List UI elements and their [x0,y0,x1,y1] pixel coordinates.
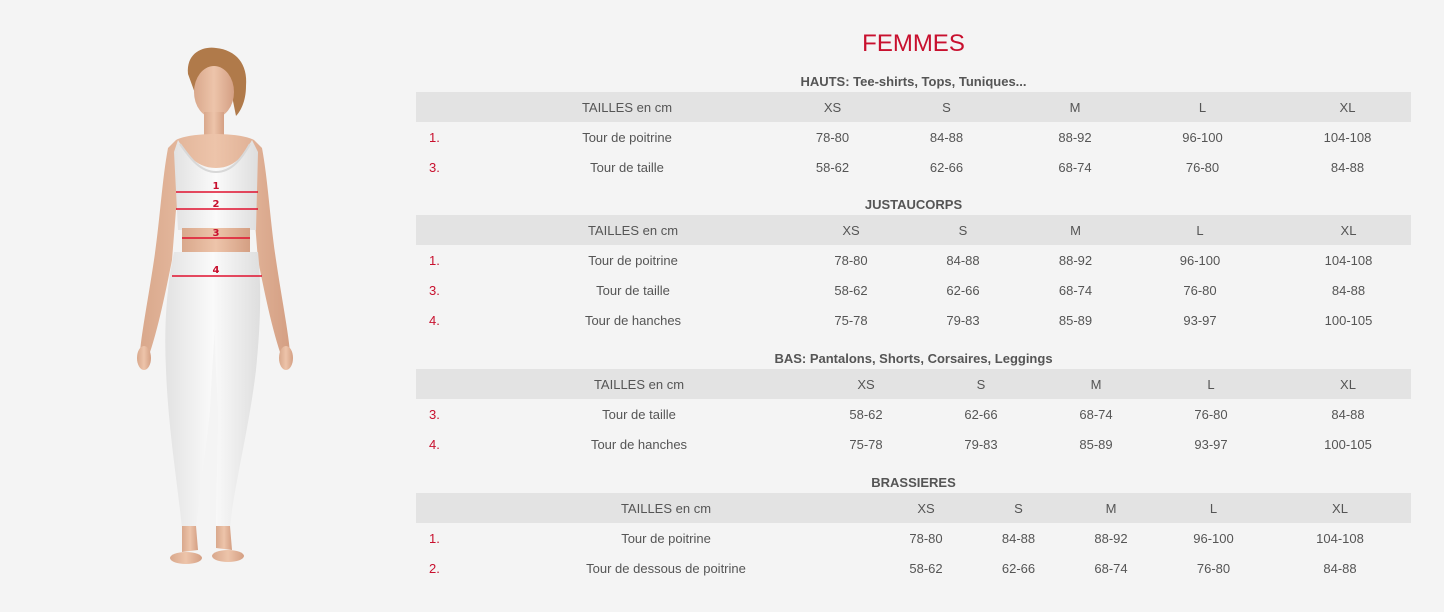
size-value: 58-62 [909,560,943,576]
header-size-m: M [1090,376,1102,392]
row-number: 4. [429,312,440,328]
table-header-row [416,493,1411,523]
row-number: 4. [429,436,440,452]
table-row [416,553,1411,583]
size-value: 78-80 [909,530,943,546]
header-spacer [416,493,453,523]
row-number: 2. [429,560,440,576]
size-value: 68-74 [1058,282,1093,298]
size-value: 84-88 [1001,530,1036,546]
size-value: 78-80 [815,129,850,145]
table-header-row [416,92,1411,122]
header-size-s: S [976,376,986,392]
size-value: 85-89 [1058,312,1093,328]
size-value: 79-83 [964,436,998,452]
table-header-row [416,369,1411,399]
size-value: 68-74 [1058,159,1092,175]
size-value: 62-66 [1001,560,1036,576]
size-value: 76-80 [1185,159,1220,175]
table-header-row [416,215,1411,245]
size-value: 62-66 [929,159,964,175]
size-value: 84-88 [1331,282,1366,298]
header-size-label: TAILLES en cm [593,376,685,392]
row-number: 1. [429,129,440,145]
row-number: 3. [429,282,440,298]
section-title: BRASSIERES [871,475,956,490]
table-row [416,429,1411,459]
size-value: 100-105 [1324,436,1372,452]
header-size-l: L [1207,376,1215,392]
size-value: 85-89 [1079,436,1113,452]
header-size-xs: XS [823,99,842,115]
size-value: 88-92 [1058,129,1092,145]
header-size-xs: XS [857,376,875,392]
header-size-l: L [1198,99,1207,115]
table-row [416,122,1411,152]
measure-mark-2: 2 [212,199,220,210]
size-value: 104-108 [1323,129,1372,145]
table-row [416,245,1411,275]
size-value: 88-92 [1058,252,1093,268]
size-value: 93-97 [1183,312,1217,328]
woman-figure-icon [100,40,340,580]
size-value: 76-80 [1196,560,1231,576]
size-value: 68-74 [1094,560,1128,576]
size-value: 76-80 [1194,406,1228,422]
header-size-s: S [942,99,951,115]
size-value: 84-88 [1330,159,1365,175]
size-value: 79-83 [946,312,980,328]
header-size-m: M [1070,222,1081,238]
size-value: 84-88 [1331,406,1365,422]
row-number: 1. [429,530,440,546]
size-section-hauts [416,72,1411,182]
size-value: 68-74 [1079,406,1113,422]
header-size-l: L [1209,500,1218,516]
row-label: Tour de taille [590,159,664,175]
row-label: Tour de hanches [584,312,682,328]
row-label: Tour de poitrine [582,129,672,145]
measure-mark-3: 3 [212,228,220,239]
size-value: 96-100 [1193,530,1234,546]
header-size-label: TAILLES en cm [581,99,673,115]
measure-mark-1: 1 [212,181,220,192]
size-value: 62-66 [964,406,998,422]
table-row [416,399,1411,429]
size-value: 88-92 [1094,530,1128,546]
header-size-s: S [958,222,968,238]
measure-mark-4: 4 [212,265,220,276]
page-title: FEMMES [862,30,965,57]
row-number: 3. [429,406,440,422]
row-label: Tour de dessous de poitrine [586,560,746,576]
size-value: 58-62 [815,159,850,175]
row-number: 3. [429,159,440,175]
table-row [416,152,1411,182]
header-size-xl: XL [1332,500,1348,516]
size-value: 58-62 [849,406,883,422]
header-size-m: M [1069,99,1081,115]
size-table [416,369,1411,459]
size-value: 84-88 [929,129,964,145]
header-size-label: TAILLES en cm [620,500,712,516]
section-title: BAS: Pantalons, Shorts, Corsaires, Leggings [774,351,1053,366]
size-value: 75-78 [849,436,883,452]
size-value: 75-78 [834,312,868,328]
size-value: 93-97 [1194,436,1228,452]
size-value: 62-66 [946,282,980,298]
table-row [416,523,1411,553]
size-value: 78-80 [834,252,868,268]
size-table [416,92,1411,182]
size-value: 84-88 [946,252,980,268]
size-value: 96-100 [1179,252,1221,268]
size-value: 104-108 [1316,530,1364,546]
row-label: Tour de poitrine [621,530,711,546]
size-value: 84-88 [1323,560,1357,576]
row-label: Tour de taille [596,282,670,298]
size-table [416,215,1411,335]
size-value: 58-62 [834,282,868,298]
row-label: Tour de hanches [590,436,688,452]
header-size-label: TAILLES en cm [587,222,679,238]
header-size-s: S [1014,500,1023,516]
size-table [416,493,1411,583]
header-spacer [416,92,453,122]
table-row [416,305,1411,335]
header-spacer [416,369,453,399]
header-size-xl: XL [1340,222,1357,238]
table-row [416,275,1411,305]
section-title: HAUTS: Tee-shirts, Tops, Tuniques... [800,74,1027,89]
header-size-xl: XL [1340,376,1356,392]
header-size-xs: XS [842,222,860,238]
header-size-l: L [1196,222,1204,238]
size-value: 100-105 [1324,312,1373,328]
size-section-bas [416,349,1411,459]
size-section-brassieres [416,473,1411,583]
model-figure [100,40,340,580]
size-section-justaucorps [416,195,1411,335]
header-size-xl: XL [1339,99,1356,115]
row-number: 1. [429,252,440,268]
row-label: Tour de poitrine [588,252,678,268]
size-value: 104-108 [1324,252,1373,268]
header-size-m: M [1105,500,1117,516]
header-size-xs: XS [917,500,935,516]
header-spacer [416,215,453,245]
size-value: 96-100 [1182,129,1223,145]
row-label: Tour de taille [602,406,676,422]
size-value: 76-80 [1183,282,1217,298]
section-title: JUSTAUCORPS [864,197,963,212]
